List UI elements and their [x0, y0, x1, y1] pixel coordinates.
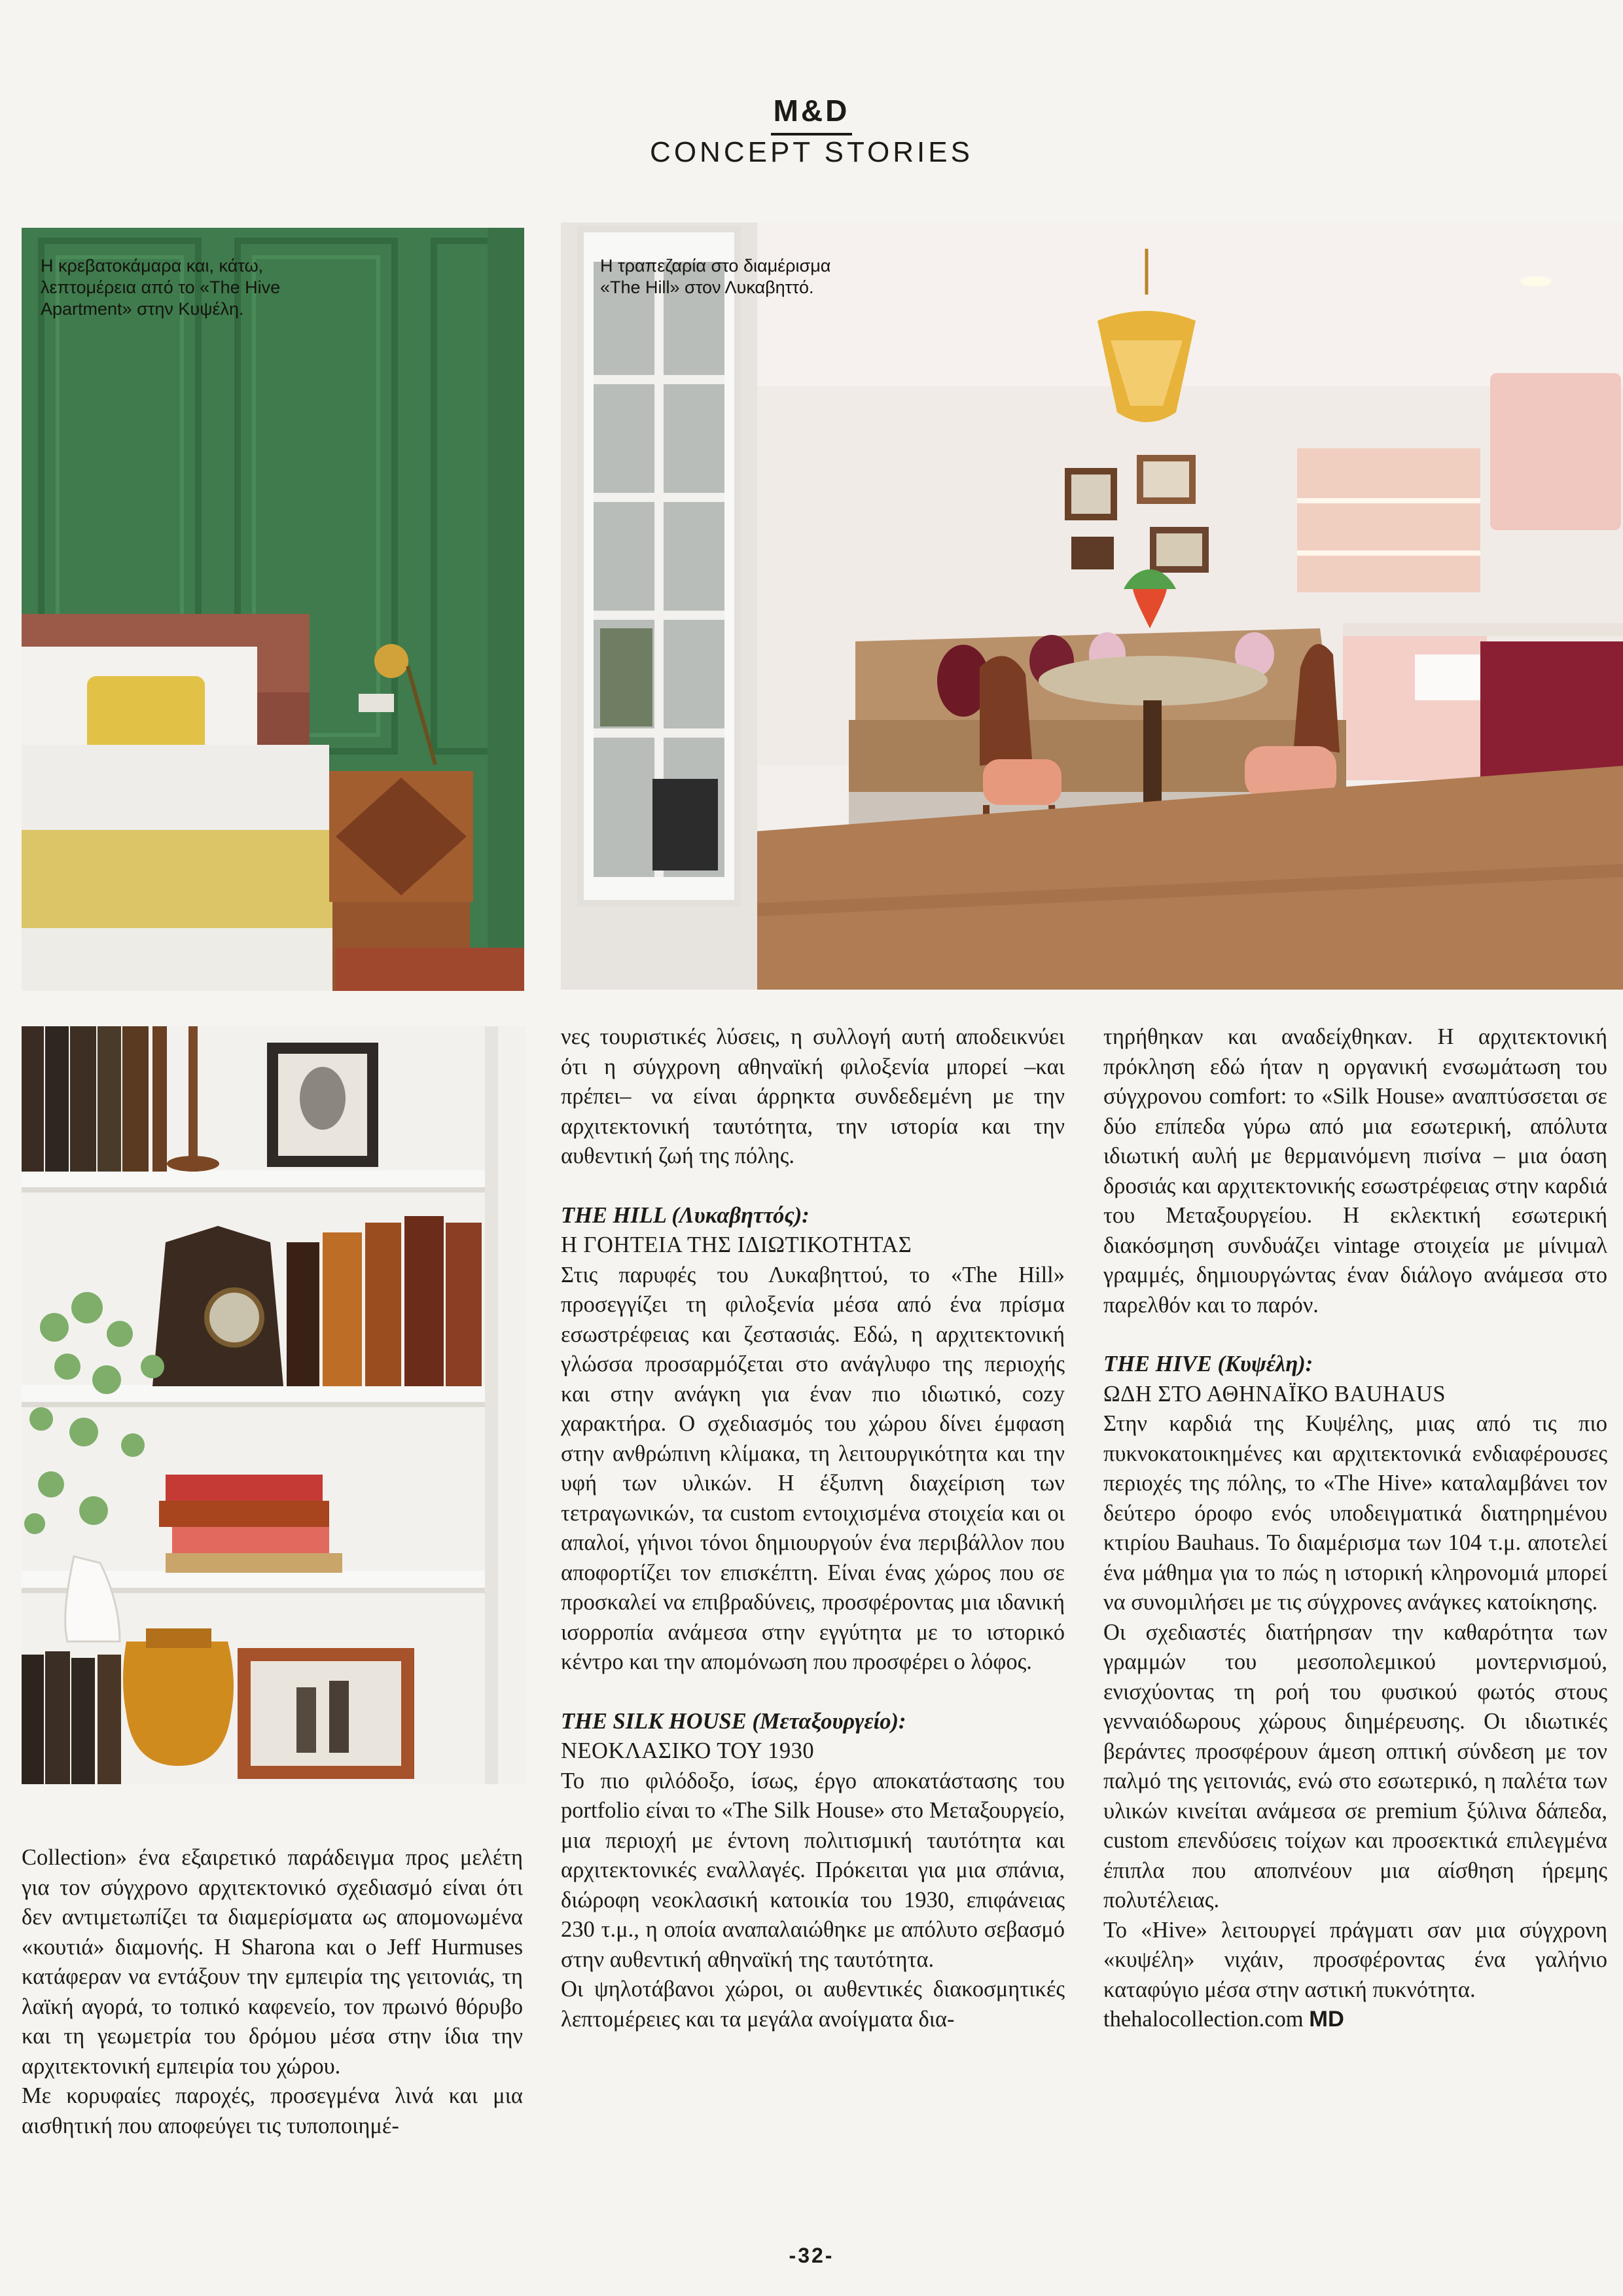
hive-heading: THE HIVE (Κυψέλη):	[1103, 1352, 1313, 1376]
hill-body: Στις παρυφές του Λυκαβηττού, το «The Hill» προσεγγίζει τη φιλοξενία μέσα από ένα πρίσμα εσωστρέφειας και ζεστασιάς. Εδώ, η αρχιτεκτονική γλώσσα προσαρμόζεται στο ανάγλυφο της περιοχής και στην ανάγκη για έναν πιο ιδιωτικό, cozy χαρακτήρα. Ο σχεδιασμός του χώρου δίνει έμφαση στην ανθρώπινη κλίμακα, τη λειτουργικότητα και την υφή των υλικών. Η έξυπνη διαχείριση των τετραγωνικών, τα custom εντοιχισμένα στοιχεία και οι απαλοί, γήινοι τόνοι δημιουργούν ένα περιβάλλον που αποφορτίζει τον επισκέπτη. Είναι ένας χώρος που σε προσκαλεί να επιβραδύνεις, προσφέροντας μια ιδανική ισορροπία ανάμεσα στην εγγύτητα με το ιστορικό κέντρο και την απομόνωση που προσφέρει ο λόφος.	[561, 1262, 1065, 1674]
hive-body-3: Το «Hive» λειτουργεί πράγματι σαν μια σύγχρονη «κυψέλη» νιχάιν, προσφέροντας ένα γαλήνιο καταφύγιο μέσα στην αστική πυκνότητα.	[1103, 1917, 1607, 2002]
silk-body-1: Το πιο φιλόδοξο, ίσως, έργο αποκατάστασης του portfolio είναι το «The Silk House» στο Μεταξουργείο, μια περιοχή με έντονη πολιτισμική ταυτότητα και αρχιτεκτονικές εναλλαγές. Πρόκειται για μια σπάνια, διώροφη νεοκλασική κατοικία του 1930, επιφάνειας 230 τ.μ., η οποία αναπαλαιώθηκε με απόλυτο σεβασμό στην αυθεντική αθηναϊκή της ταυτότητα.	[561, 1768, 1065, 1972]
silk-subheading: ΝΕΟΚΛΑΣΙΚΟ ΤΟΥ 1930	[561, 1738, 815, 1763]
brand-underline	[771, 133, 852, 135]
photo-bedroom	[22, 228, 524, 991]
end-mark: MD	[1309, 2007, 1344, 2032]
hive-body-2: Οι σχεδιαστές διατήρησαν την καθαρότητα των γραμμών του μεσοπολεμικού μοντερνισμού, ενισχύοντας τη ροή του φυσικού φωτός στους γενναιόδωρους χώρους διημέρευσης. Οι ιδιωτικές βεράντες προσφέρουν άμεση οπτική σύνδεση με τον παλμό της γειτονιάς, ενώ στο εσωτερικό, η παλέτα των υλικών κινείται ανάμεσα σε premium ξύλινα δάπεδα, custom επενδύσεις τοίχων και προσεκτικά επιλεγμένα έπιπλα που αποπνέουν μια αίσθηση ήρεμης πολυτέλειας.	[1103, 1619, 1607, 1912]
article-column-1	[22, 1843, 523, 2141]
magazine-brand: M&D	[773, 94, 850, 128]
photo-dining	[561, 223, 1623, 990]
col1-paragraph-1: Collection» ένα εξαιρετικό παράδειγμα προς μελέτη για τον σύγχρονο αρχιτεκτονικό σχεδιασμό είναι ότι δεν αντιμετωπίζει τα διαμερίσματα ως απομονωμένα «κουτιά» διαμονής. Η Sharona και ο Jeff Hurmuses κατάφεραν να εντάξουν την εμπειρία της γειτονιάς, τη λαϊκή αγορά, το τοπικό καφενείο, τον πρωινό θόρυβο και τη γεωμετρία του δρόμου μέσα στην ίδια την αρχιτεκτονική εμπειρία του χώρου.	[22, 1845, 523, 2079]
page-number: -32-	[789, 2244, 834, 2267]
article-column-2	[561, 1022, 1065, 2034]
website-line	[1103, 2005, 1607, 2035]
section-title: CONCEPT STORIES	[650, 136, 973, 168]
col3-intro: τηρήθηκαν και αναδείχθηκαν. Η αρχιτεκτονική πρόκληση εδώ ήταν η οργανική ενσωμάτωση του σύγχρονου comfort: το «Silk House» αναπτύσσεται σε δύο επίπεδα γύρω από μια εσωτερική, απόλυτα ιδιωτική αυλή με θερμαινόμενη πισίνα – μια όαση δροσιάς και αρχιτεκτονικής εσωστρέφειας στην καρδιά του Μεταξουργείου. Η εκλεκτική εσωτερική διακόσμηση συνδυάζει vintage στοιχεία με μίνιμαλ γραμμές, δημιουργώντας έναν διάλογο ανάμεσα στο παρελθόν και το παρόν.	[1103, 1024, 1607, 1318]
hive-subheading: ΩΔΗ ΣΤΟ ΑΘΗΝΑΪΚΟ BAUHAUS	[1103, 1381, 1446, 1407]
hill-subheading: Η ΓΟΗΤΕΙΑ ΤΗΣ ΙΔΙΩΤΙΚΟΤΗΤΑΣ	[561, 1232, 912, 1257]
article-column-3	[1103, 1022, 1607, 2035]
photo-bookshelf	[22, 1026, 526, 1784]
hive-body-1: Στην καρδιά της Κυψέλης, μιας από τις πιο πυκνοκατοικημένες και αρχιτεκτονικά ενδιαφέρουσες περιοχές της πόλης, το «The Hive» καταλαμβάνει τον δεύτερο όροφο ενός υποδειγματικά διατηρημένου κτιρίου Bauhaus. Το διαμέρισμα των 104 τ.μ. αποτελεί ένα μάθημα για το πώς η ιστορική κληρονομιά μπορεί να συνομιλήσει με τις σύγχρονες ανάγκες κατοίκησης.	[1103, 1411, 1607, 1615]
website-link[interactable]: thehalocollection.com	[1103, 2007, 1304, 2032]
col2-intro: νες τουριστικές λύσεις, η συλλογή αυτή αποδεικνύει ότι η σύγχρονη αθηναϊκή φιλοξενία μπορεί –και πρέπει– να είναι άρρηκτα συνδεδεμένη με την αρχιτεκτονική ταυτότητα, την ιστορία και την αυθεντική ζωή της πόλης.	[561, 1024, 1065, 1168]
col1-paragraph-2: Με κορυφαίες παροχές, προσεγμένα λινά και μια αισθητική που αποφεύγει τις τυποποιημέ-	[22, 2083, 523, 2138]
silk-heading: THE SILK HOUSE (Μεταξουργείο):	[561, 1708, 906, 1734]
bedroom-caption: Η κρεβατοκάμαρα και, κάτω, λεπτομέρεια από το «The Hive Apartment» στην Κυψέλη.	[41, 256, 281, 319]
dining-caption: Η τραπεζαρία στο διαμέρισμα «The Hill» στον Λυκαβηττό.	[600, 256, 831, 297]
hill-heading: THE HILL (Λυκαβηττός):	[561, 1202, 810, 1228]
silk-body-2: Οι ψηλοτάβανοι χώροι, οι αυθεντικές διακοσμητικές λεπτομέρειες και τα μεγάλα ανοίγματα δια-	[561, 1977, 1065, 2032]
